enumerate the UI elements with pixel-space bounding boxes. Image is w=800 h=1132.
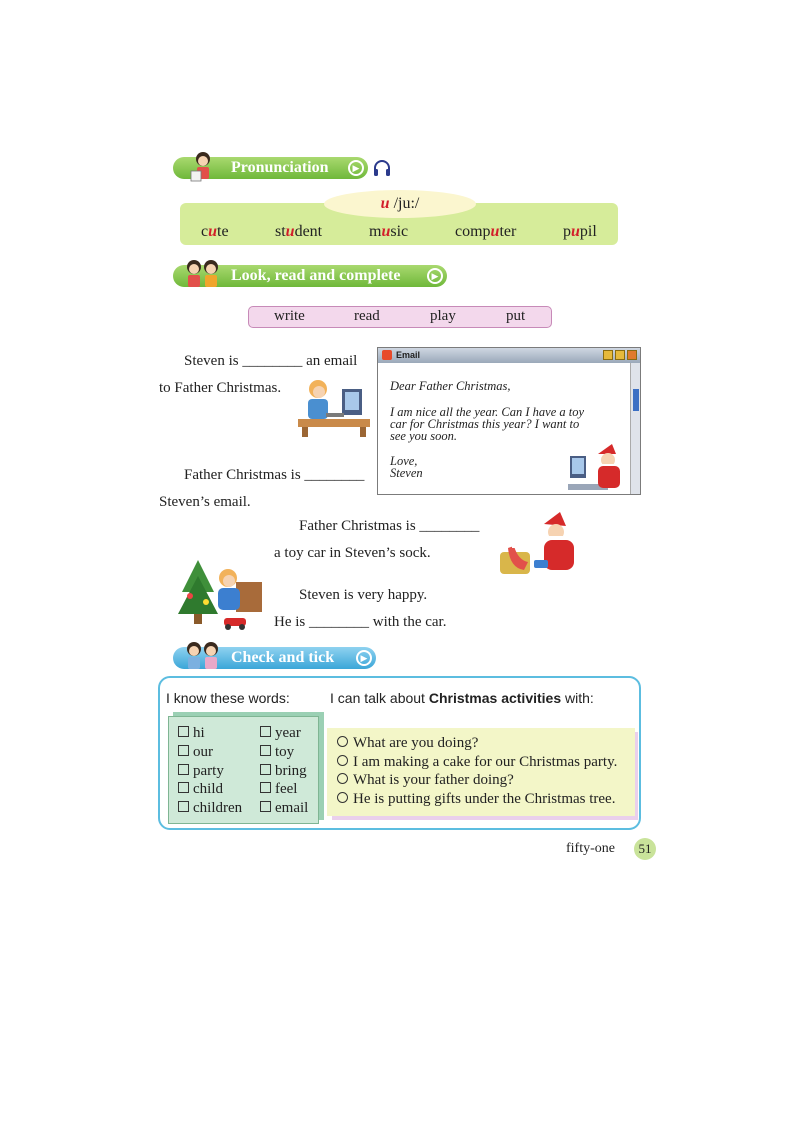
sound-oval — [324, 190, 476, 218]
pron-word-1: cute — [201, 223, 229, 240]
word-item-year[interactable]: year — [260, 725, 301, 742]
boy-with-tree-illustration — [178, 556, 270, 634]
email-line-2: car for Christmas this year? I want to — [390, 417, 580, 431]
verb-write: write — [274, 308, 305, 324]
sound-letter: u — [380, 195, 390, 212]
boy-at-computer-illustration — [294, 375, 374, 437]
sentence-4a: Steven is very happy. — [299, 587, 428, 603]
phrase-item-4[interactable]: He is putting gifts under the Christmas tree. — [337, 791, 615, 808]
word-item-feel[interactable]: feel — [260, 781, 297, 798]
pron-word-5: pupil — [563, 223, 597, 240]
pronunciation-title: Pronunciation — [231, 159, 329, 176]
radio-circle[interactable] — [337, 773, 348, 784]
checkbox[interactable] — [178, 745, 189, 756]
checkbox[interactable] — [178, 726, 189, 737]
phrase-item-3[interactable]: What is your father doing? — [337, 772, 514, 789]
look-read-complete-header — [173, 265, 447, 287]
word-item-children[interactable]: children — [178, 800, 242, 817]
email-window — [377, 347, 641, 495]
sentence-2b: Steven’s email. — [159, 494, 251, 510]
checkbox[interactable] — [260, 764, 271, 775]
email-title-bar — [378, 348, 640, 363]
email-window-title: Email — [396, 350, 421, 360]
phrase-item-2[interactable]: I am making a cake for our Christmas party. — [337, 754, 617, 771]
email-closing: Love, — [390, 454, 418, 468]
word-item-child[interactable]: child — [178, 781, 223, 798]
word-item-hi[interactable]: hi — [178, 725, 205, 742]
santa-at-computer-illustration — [568, 444, 632, 494]
verb-read: read — [354, 308, 380, 324]
maximize-button[interactable] — [615, 350, 625, 360]
verb-put: put — [506, 308, 526, 324]
word-item-toy[interactable]: toy — [260, 744, 294, 761]
checkbox[interactable] — [178, 782, 189, 793]
talk-heading: I can talk about Christmas activities with: — [330, 690, 594, 706]
sound-phonetic: /ju:/ — [393, 195, 420, 212]
sentence-3a: Father Christmas is ________ — [299, 518, 480, 534]
word-item-party[interactable]: party — [178, 763, 224, 780]
radio-circle[interactable] — [337, 755, 348, 766]
verb-play: play — [430, 308, 456, 324]
sentence-1b: to Father Christmas. — [159, 380, 282, 396]
checkbox[interactable] — [260, 801, 271, 812]
radio-circle[interactable] — [337, 736, 348, 747]
children-icon — [181, 257, 223, 291]
email-app-icon — [382, 350, 392, 360]
checkbox[interactable] — [178, 764, 189, 775]
play-arrow-icon[interactable]: ▶ — [348, 160, 364, 176]
play-arrow-icon[interactable]: ▶ — [427, 268, 443, 284]
sentence-1a: Steven is ________ an email — [184, 353, 358, 369]
checkbox[interactable] — [260, 782, 271, 793]
page-number-badge: 51 — [634, 838, 656, 860]
phrase-item-1[interactable]: What are you doing? — [337, 735, 478, 752]
checkbox[interactable] — [178, 801, 189, 812]
email-greeting: Dear Father Christmas, — [390, 379, 511, 393]
headphones-icon[interactable] — [372, 159, 392, 177]
sentence-4b: He is ________ with the car. — [274, 614, 447, 630]
check-and-tick-title: Check and tick — [231, 649, 335, 666]
sentence-2a: Father Christmas is ________ — [184, 467, 365, 483]
words-heading: I know these words: — [166, 690, 290, 706]
pronunciation-header — [173, 157, 368, 179]
radio-circle[interactable] — [337, 792, 348, 803]
word-item-our[interactable]: our — [178, 744, 213, 761]
santa-with-sock-illustration — [494, 512, 590, 580]
close-button[interactable] — [627, 350, 637, 360]
check-and-tick-header — [173, 647, 376, 669]
checkbox[interactable] — [260, 726, 271, 737]
sentence-3b: a toy car in Steven’s sock. — [274, 545, 431, 561]
checkbox[interactable] — [260, 745, 271, 756]
play-arrow-icon[interactable]: ▶ — [356, 650, 372, 666]
pron-word-4: computer — [455, 223, 517, 240]
email-line-1: I am nice all the year. Can I have a toy — [390, 405, 585, 419]
children-icon — [181, 639, 223, 673]
child-reading-icon — [181, 149, 223, 183]
minimize-button[interactable] — [603, 350, 613, 360]
pron-word-2: student — [275, 223, 323, 240]
pron-word-3: music — [369, 223, 409, 240]
word-item-bring[interactable]: bring — [260, 763, 307, 780]
page-word: fifty-one — [566, 841, 615, 856]
look-read-complete-title: Look, read and complete — [231, 267, 401, 284]
word-item-email[interactable]: email — [260, 800, 308, 817]
email-signature: Steven — [390, 466, 423, 480]
email-line-3: see you soon. — [390, 429, 457, 443]
